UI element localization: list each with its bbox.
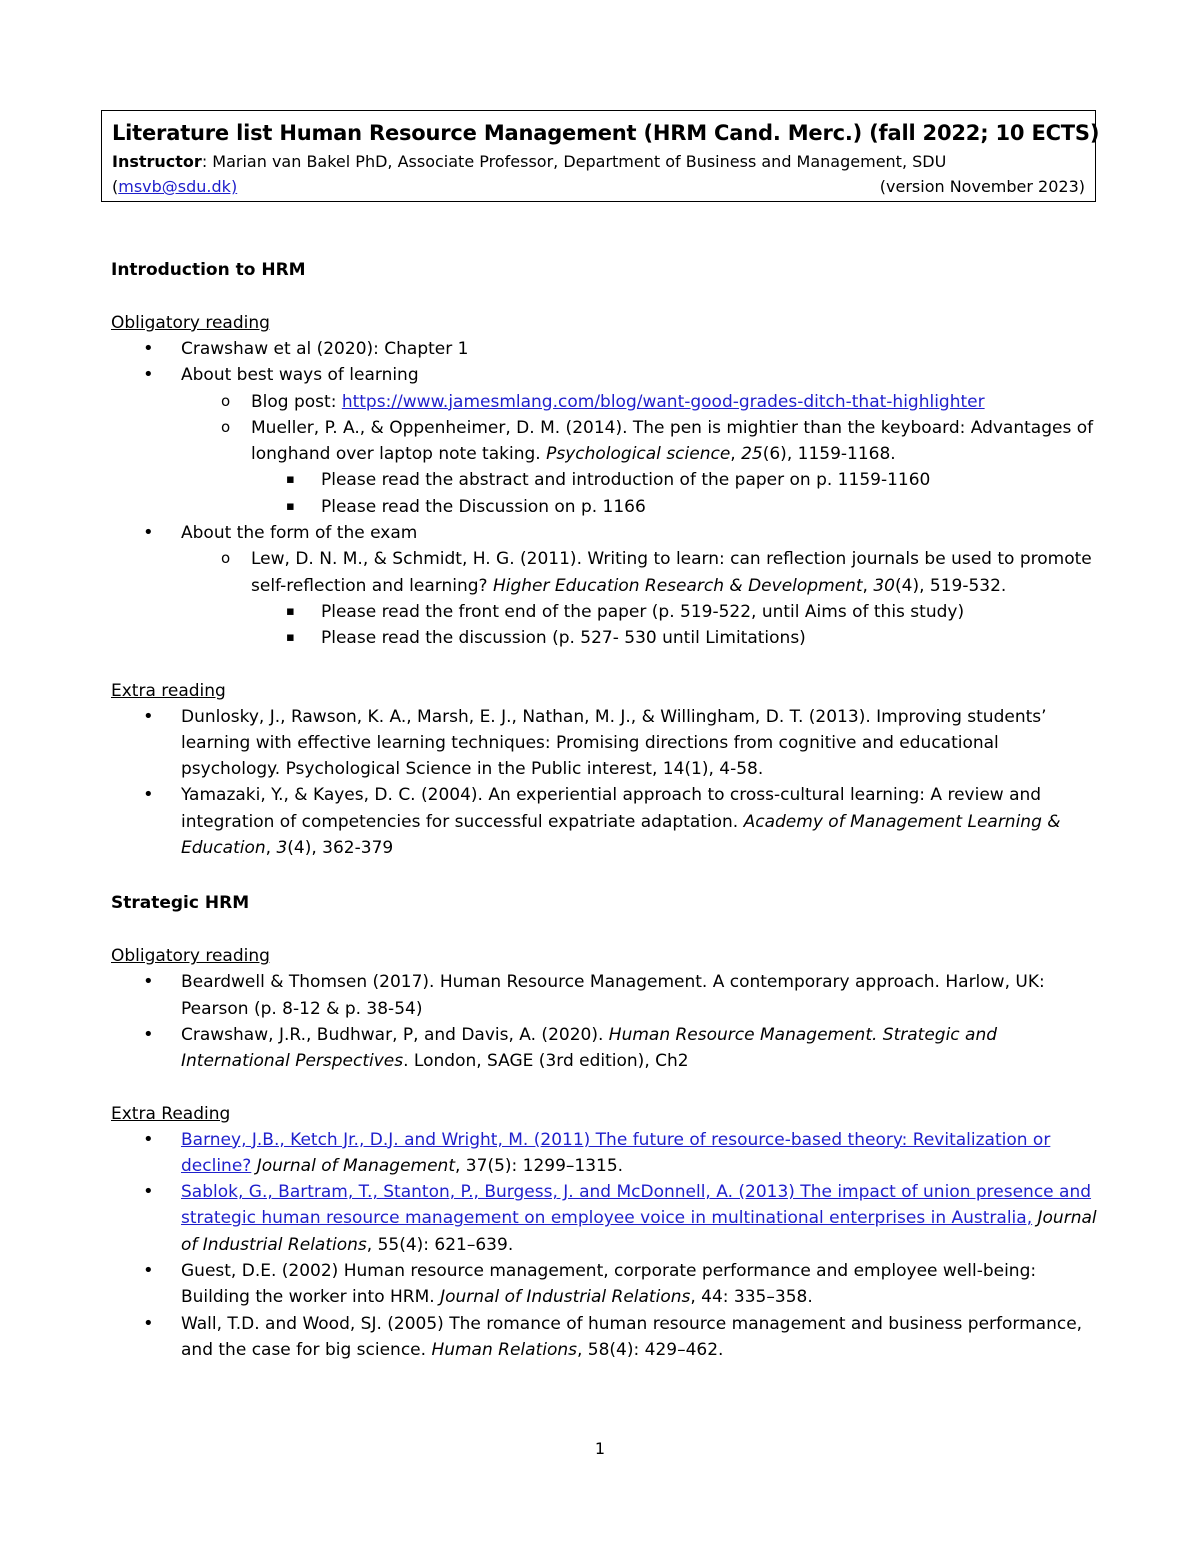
header-box	[101, 110, 1100, 202]
strategic-obligatory-list	[111, 969, 1101, 1074]
list-item-text: Beardwell & Thomsen (2017). Human Resource Management. A contemporary approach. Harlow, UK: Pearson (p. 8-12 & p. 38-54)	[181, 972, 1045, 1019]
instructor-text: : Marian van Bakel PhD, Associate Professor, Department of Business and Management, SDU	[201, 152, 947, 171]
list-item-text: Lew, D. N. M., & Schmidt, H. G. (2011). Writing to learn: can reflection journals be used to promote self-reflection and learning?	[251, 549, 1092, 596]
sublist	[251, 467, 1101, 520]
citation-rest: (4), 519-532.	[895, 575, 1007, 596]
document-title: Literature list Human Resource Management (HRM Cand. Merc.) (fall 2022; 10 ECTS)	[112, 121, 1100, 145]
citation-rest: . London, SAGE (3rd edition), Ch2	[403, 1051, 689, 1072]
list-item	[111, 1127, 1101, 1180]
list-item	[251, 599, 1101, 625]
journal-name: Higher Education Research & Development	[492, 575, 863, 596]
sablok-article-link[interactable]: Sablok, G., Bartram, T., Stanton, P., Burgess, J. and McDonnell, A. (2013) The impact of union presence and strategic human resource management on employee voice in multinational enterprises in Australia,	[181, 1182, 1092, 1229]
subheading-obligatory-strategic: Obligatory reading	[111, 946, 270, 967]
list-item-text: Blog post:	[251, 391, 342, 412]
list-item	[111, 782, 1101, 861]
separator: ,	[730, 444, 742, 465]
citation-rest: (6), 1159-1168.	[762, 444, 896, 465]
citation-rest: , 44: 335–358.	[690, 1287, 813, 1308]
sublist	[181, 546, 1101, 651]
email-wrapper	[112, 174, 237, 199]
list-item-text: Mueller, P. A., & Oppenheimer, D. M. (2014). The pen is mightier than the keyboard: Advantages of longhand over laptop note taking.	[251, 417, 1094, 465]
journal-volume: 25	[741, 444, 763, 465]
list-item-text: Please read the abstract and introduction of the paper on p. 1159-1160	[321, 470, 931, 491]
barney-article-link[interactable]: Barney, J.B., Ketch Jr., D.J. and Wright, M. (2011) The future of resource-based theory: Revitalization or decline?	[181, 1129, 1051, 1176]
list-item-text: Please read the Discussion on p. 1166	[321, 496, 646, 517]
journal-name: Human Relations	[431, 1339, 577, 1360]
sublist	[251, 599, 1101, 652]
list-item	[181, 546, 1101, 651]
list-item	[251, 494, 1101, 520]
list-item	[181, 389, 1101, 415]
list-item	[251, 625, 1101, 651]
instructor-line	[112, 149, 1085, 174]
contact-line	[112, 174, 1085, 199]
book-title: Human Resource Management. Strategic and International Perspectives	[181, 1024, 998, 1072]
list-item-text: About best ways of learning	[181, 365, 419, 386]
journal-name: Journal of Management	[256, 1155, 455, 1176]
list-item	[181, 415, 1101, 520]
list-item-text: Crawshaw et al (2020): Chapter 1	[181, 339, 469, 359]
list-item	[111, 704, 1101, 783]
list-item-text: Wall, T.D. and Wood, SJ. (2005) The romance of human resource management and business performance, and the case for big science.	[181, 1313, 1083, 1360]
journal-name: Journal of Industrial Relations	[440, 1287, 691, 1308]
journal-name: Journal of Industrial Relations	[181, 1208, 1097, 1255]
list-item	[111, 969, 1101, 1022]
email-link[interactable]: msvb@sdu.dk)	[118, 177, 238, 196]
page-number: 1	[594, 1439, 606, 1458]
version-label: (version November 2023)	[879, 177, 1085, 196]
list-item-text: Crawshaw, J.R., Budhwar, P, and Davis, A. (2020).	[181, 1024, 609, 1045]
main-content	[111, 256, 1101, 1363]
sublist	[181, 389, 1101, 520]
blog-post-link[interactable]: https://www.jamesmlang.com/blog/want-good-grades-ditch-that-highlighter	[341, 391, 985, 412]
intro-obligatory-list	[111, 336, 1101, 652]
list-item-text: Dunlosky, J., Rawson, K. A., Marsh, E. J., Nathan, M. J., & Willingham, D. T. (2013). Improving students’ learning with effective learning techniques: Promising directions from cognitive and educational psychology. Psychological Science in the Public interest, 14(1), 4-58.	[181, 706, 1047, 780]
section-title-strategic: Strategic HRM	[111, 893, 250, 914]
list-item	[111, 336, 1101, 362]
instructor-label: Instructor	[112, 152, 202, 171]
subheading-extra-intro: Extra reading	[111, 680, 226, 701]
subheading-extra-strategic: Extra Reading	[111, 1103, 231, 1124]
citation-rest: , 58(4): 429–462.	[576, 1339, 724, 1360]
list-item-text: Please read the discussion (p. 527- 530 until Limitations)	[321, 628, 806, 649]
journal-name: Academy of Management Learning & Education	[181, 811, 1061, 859]
list-item	[111, 1311, 1101, 1364]
journal-volume: 30	[873, 575, 895, 596]
subheading-obligatory-intro: Obligatory reading	[111, 313, 270, 333]
email-open-paren: (	[112, 177, 119, 196]
list-item	[111, 520, 1101, 651]
separator: ,	[265, 838, 277, 859]
list-item-text: About the form of the exam	[181, 523, 418, 544]
list-item	[251, 467, 1101, 493]
list-item	[111, 1179, 1101, 1258]
list-item-text: Yamazaki, Y., & Kayes, D. C. (2004). An experiential approach to cross-cultural learning: A review and integration of competencies for successful expatriate adaptation.	[181, 785, 1042, 832]
journal-name: Psychological science	[546, 444, 731, 465]
strategic-extra-list	[111, 1127, 1101, 1364]
section-title-intro: Introduction to HRM	[111, 260, 306, 280]
separator: ,	[862, 575, 874, 596]
intro-extra-list	[111, 704, 1101, 862]
list-item	[111, 1258, 1101, 1311]
citation-rest: , 55(4): 621–639.	[366, 1234, 514, 1255]
citation-rest: (4), 362-379	[287, 838, 394, 859]
list-item	[111, 1022, 1101, 1075]
list-item-text: Please read the front end of the paper (p. 519-522, until Aims of this study)	[321, 601, 965, 622]
journal-volume: 3	[276, 838, 288, 859]
list-item-text: Guest, D.E. (2002) Human resource management, corporate performance and employee well-being: Building the worker into HRM.	[181, 1261, 1037, 1308]
list-item	[111, 362, 1101, 520]
citation-rest: , 37(5): 1299–1315.	[455, 1155, 624, 1176]
